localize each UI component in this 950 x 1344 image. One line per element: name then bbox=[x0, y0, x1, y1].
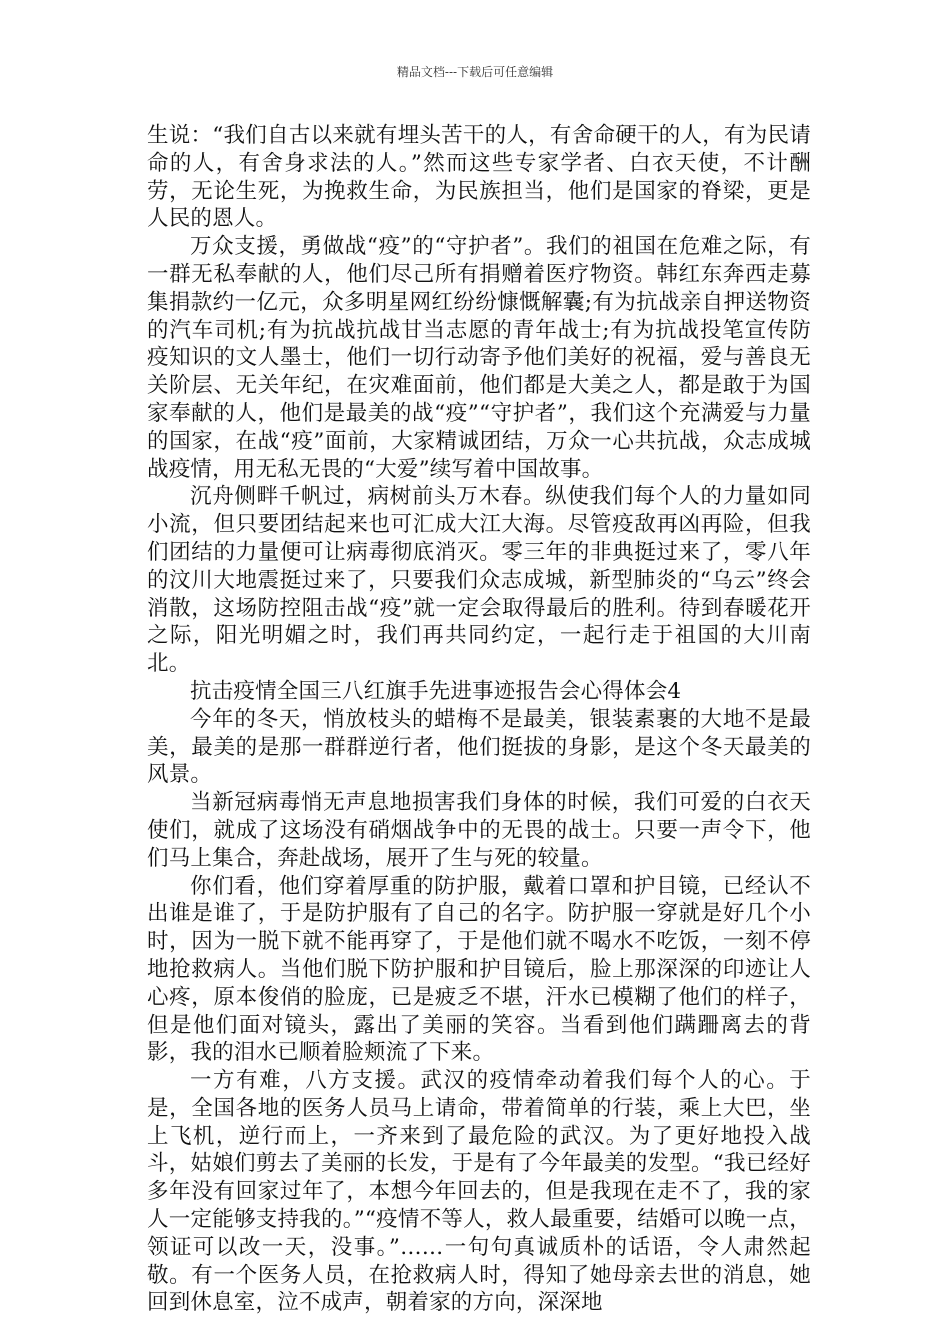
section-title: 抗击疫情全国三八红旗手先进事迹报告会心得体会4 bbox=[190, 678, 682, 704]
paragraph: 万众支援，勇做战“疫”的“守护者”。我们的祖国在危难之际，有一群无私奉献的人，他们尽己所有捐赠着医疗物资。韩红东奔西走募集捐款约一亿元，众多明星网红纷纷慷慨解囊;有为抗战亲自押送物资的汽车司机;有为抗战抗战甘当志愿的青年战士;有为抗战投笔宣传防疫知识的文人墨士，他们一切行动寄予他们美好的祝福，爱与善良无关阶层、无关年纪，在灾难面前，他们都是大美之人，都是敢于为国家奉献的人，他们是最美的战“疫”“守护者”，我们这个充满爱与力量的国家，在战“疫”面前，大家精诚团结，万众一心共抗战，众志成城战疫情，用无私无畏的“大爱”续写着中国故事。 bbox=[147, 234, 811, 482]
paragraph: 一方有难，八方支援。武汉的疫情牵动着我们每个人的心。于是，全国各地的医务人员马上请命，带着简单的行装，乘上大巴，坐上飞机，逆行而上，一齐来到了最危险的武汉。为了更好地投入战斗，姑娘们剪去了美丽的长发，于是有了今年最美的发型。“我已经好多年没有回家过年了，本想今年回去的，但是我现在走不了，我的家人一定能够支持我的。”“疫情不等人，救人最重要，结婚可以晚一点，领证可以改一天，没事。”……一句句真诚质朴的话语，令人肃然起敬。有一个医务人员，在抢救病人时，得知了她母亲去世的消息，她回到休息室，泣不成声，朝着家的方向，深深地 bbox=[147, 1068, 811, 1316]
paragraph: 当新冠病毒悄无声息地损害我们身体的时候，我们可爱的白衣天使们，就成了这场没有硝烟战争中的无畏的战士。只要一声令下，他们马上集合，奔赴战场，展开了生与死的较量。 bbox=[147, 790, 811, 871]
paragraph: 沉舟侧畔千帆过，病树前头万木春。纵使我们每个人的力量如同小流，但只要团结起来也可汇成大江大海。尽管疫敌再凶再险，但我们团结的力量便可让病毒彻底消灭。零三年的非典挺过来了，零八年的汶川大地震挺过来了，只要我们众志成城，新型肺炎的“乌云”终会消散，这场防控阻击战“疫”就一定会取得最后的胜利。待到春暖花开之际，阳光明媚之时，我们再共同约定，一起行走于祖国的大川南北。 bbox=[147, 484, 811, 677]
paragraph: 你们看，他们穿着厚重的防护服，戴着口罩和护目镜，已经认不出谁是谁了，于是防护服有了自己的名字。防护服一穿就是好几个小时，因为一脱下就不能再穿了，于是他们就不喝水不吃饭，一刻不停地抢救病人。当他们脱下防护服和护目镜后，脸上那深深的印迹让人心疼，原本俊俏的脸庞，已是疲乏不堪，汗水已模糊了他们的样子，但是他们面对镜头，露出了美丽的笑容。当看到他们蹒跚离去的背影，我的泪水已顺着脸颊流了下来。 bbox=[147, 873, 811, 1066]
paragraph-continuation: 生说：“我们自古以来就有埋头苦干的人，有舍命硬干的人，有为民请命的人，有舍身求法的人。”然而这些专家学者、白衣天使，不计酬劳，无论生死，为挽救生命，为民族担当，他们是国家的脊梁，更是人民的恩人。 bbox=[147, 123, 811, 232]
page-header: 精品文档---下载后可任意编辑 bbox=[396, 65, 554, 79]
document-body bbox=[147, 122, 811, 1317]
paragraph: 今年的冬天，悄放枝头的蜡梅不是最美，银装素裹的大地不是最美，最美的是那一群群逆行者，他们挺拔的身影，是这个冬天最美的风景。 bbox=[147, 706, 811, 788]
